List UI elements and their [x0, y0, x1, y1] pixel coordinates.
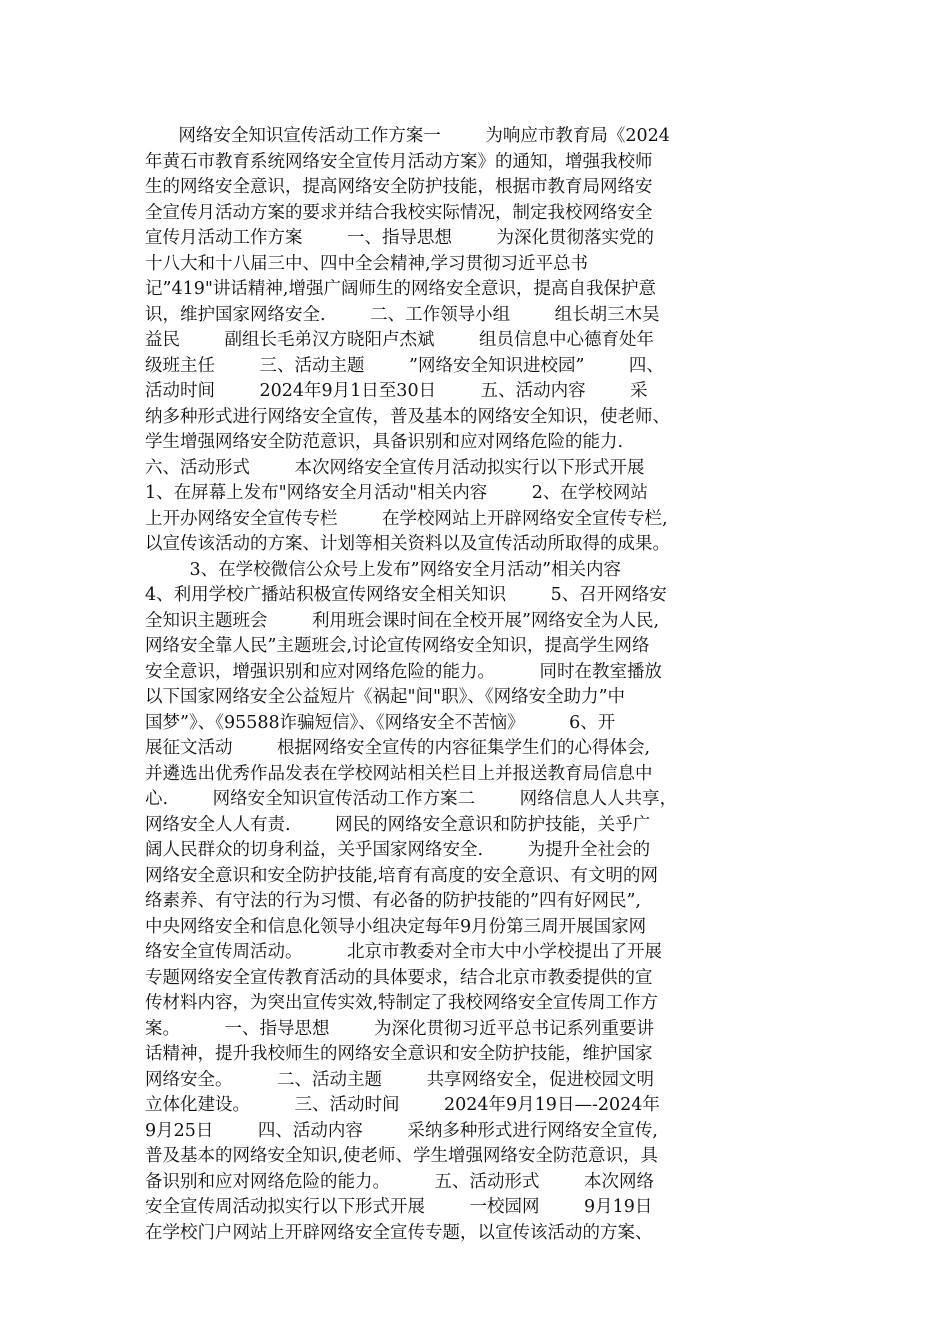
text-line: 3、在学校微信公众号上发布”网络安全月活动”相关内容 [145, 559, 622, 580]
text-line: 心. 网络安全知识宣传活动工作方案二 网络信息人人共享， [145, 789, 678, 809]
text-line: 络安全宣传周活动。 北京市教委对全市大中小学校提出了开展 [145, 942, 662, 962]
body-text [145, 124, 810, 1246]
text-line: 益民 副组长毛弟汉方晓阳卢杰斌 组员信息中心德育处年 [145, 330, 655, 350]
text-line: 网络安全人人有责. 网民的网络安全意识和防护技能，关乎广 [145, 814, 651, 835]
text-line: 以宣传该活动的方案、计划等相关资料以及宣传活动所取得的成果。 [145, 534, 670, 554]
text-line: 络素养、有守法的行为习惯、有必备的防护技能的”四有好网民”, [145, 891, 641, 911]
text-line: 识，维护国家网络安全. 二、工作领导小组 组长胡三木吴 [145, 304, 660, 325]
text-line: 阔人民群众的切身利益，关乎国家网络安全. 为提升全社会的 [145, 840, 651, 860]
text-line: 全知识主题班会 利用班会课时间在全校开展”网络安全为人民, [145, 610, 660, 631]
text-line: 4、利用学校广播站积极宣传网络安全相关知识 5、召开网络安 [145, 585, 667, 605]
text-line: 宣传月活动工作方案 一、指导思想 为深化贯彻落实党的 [145, 228, 655, 248]
text-line: 安全意识，增强识别和应对网络危险的能力。 同时在教室播放 [145, 661, 662, 682]
text-line: 在学校门户网站上开辟网络安全宣传专题，以宣传该活动的方案、 [145, 1222, 653, 1243]
text-line: 中央网络安全和信息化领导小组决定每年9月份第三周开展国家网 [145, 916, 647, 937]
text-line: 1、在屏幕上发布"网络安全月活动"相关内容 2、在学校网站 [145, 483, 648, 503]
text-line: 普及基本的网络安全知识,使老师、学生增强网络安全防范意识，具 [145, 1146, 659, 1166]
text-line: 国梦”》、《95588诈骗短信》、《网络安全不苦恼》 6、开 [145, 712, 616, 733]
text-line: 纳多种形式进行网络安全宣传，普及基本的网络安全知识，使老师、 [145, 406, 670, 427]
text-line: 生的网络安全意识，提高网络安全防护技能，根据市教育局网络安 [145, 177, 653, 197]
text-line: 传材料内容，为突出宣传实效,特制定了我校网络安全宣传周工作方 [145, 993, 659, 1013]
text-line: 案。 一、指导思想 为深化贯彻习近平总书记系列重要讲 [145, 1018, 655, 1039]
text-line: 网络安全知识宣传活动工作方案一 为响应市教育局《2024 [145, 126, 670, 146]
text-line: 六、活动形式 本次网络安全宣传月活动拟实行以下形式开展 [145, 457, 645, 478]
text-line: 话精神，提升我校师生的网络安全意识和安全防护技能，维护国家 [145, 1044, 653, 1064]
text-line: 安全宣传周活动拟实行以下形式开展 一校园网 9月19日 [145, 1197, 653, 1217]
text-line: 展征文活动 根据网络安全宣传的内容征集学生们的心得体会, [145, 738, 651, 758]
text-line: 级班主任 三、活动主题 ”网络安全知识进校园” 四、 [145, 355, 664, 376]
text-line: 学生增强网络安全防范意识，具备识别和应对网络危险的能力. [145, 432, 624, 452]
text-line: 年黄石市教育系统网络安全宣传月活动方案》的通知，增强我校师 [145, 151, 653, 172]
text-line: 网络安全。 二、活动主题 共享网络安全，促进校园文明 [145, 1069, 655, 1090]
text-line: 立体化建设。 三、活动时间 2024年9月19日—-2024年 [145, 1095, 660, 1115]
text-line: 活动时间 2024年9月1日至30日 五、活动内容 采 [145, 381, 648, 401]
text-line: 网络安全意识和安全防护技能,培育有高度的安全意识、有文明的网 [145, 865, 659, 886]
text-line: 全宣传月活动方案的要求并结合我校实际情况，制定我校网络安全 [145, 202, 653, 223]
text-line: 网络安全靠人民”主题班会,讨论宣传网络安全知识，提高学生网络 [145, 636, 650, 656]
text-line: 备识别和应对网络危险的能力。 五、活动形式 本次网络 [145, 1171, 655, 1192]
text-line: 并遴选出优秀作品发表在学校网站相关栏目上并报送教育局信息中 [145, 763, 653, 784]
text-line: 记”419"讲话精神,增强广阔师生的网络安全意识，提高自我保护意 [145, 279, 656, 299]
text-line: 9月25日 四、活动内容 采纳多种形式进行网络安全宣传, [145, 1120, 658, 1141]
text-line: 十八大和十八届三中、四中全会精神,学习贯彻习近平总书 [145, 253, 589, 274]
text-line: 以下国家网络安全公益短片《祸起"间"职》、《网络安全助力”中 [145, 687, 626, 707]
text-line: 上开办网络安全宣传专栏 在学校网站上开辟网络安全宣传专栏, [145, 508, 668, 529]
text-line: 专题网络安全宣传教育活动的具体要求，结合北京市教委提供的宣 [145, 967, 653, 988]
